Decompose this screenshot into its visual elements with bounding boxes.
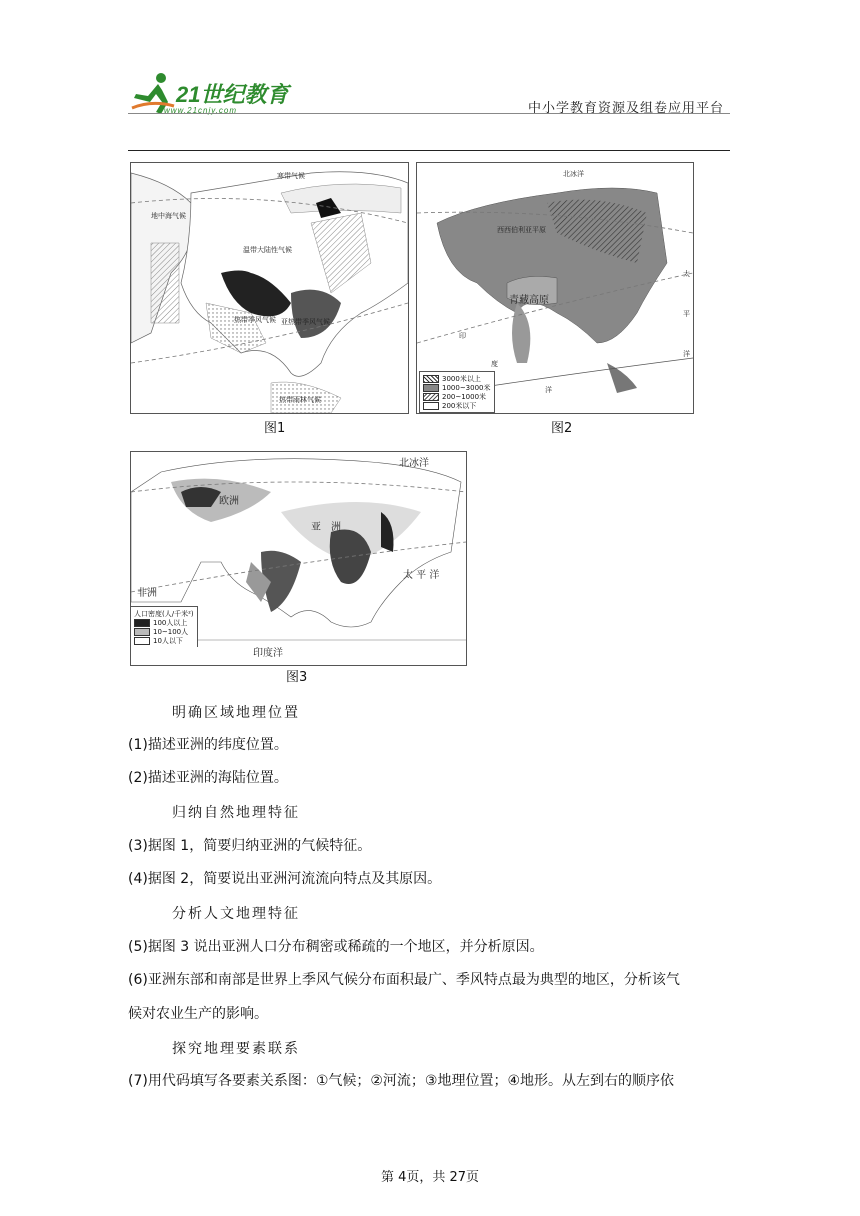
figure-2-caption: 图2: [551, 421, 573, 436]
question-6-line-2: 候对农业生产的影响。: [128, 1006, 268, 1022]
legend-3000: 3000米以上: [442, 374, 481, 383]
question-4: (4)据图 2，简要说出亚洲河流流向特点及其原因。: [128, 871, 442, 887]
platform-title: 中小学教育资源及组卷应用平台: [527, 101, 724, 116]
label-tibetan-plateau: 青藏高原: [509, 295, 549, 306]
header-divider: [128, 113, 730, 114]
label-europe: 欧洲: [219, 496, 239, 507]
logo: [128, 70, 298, 118]
label-pacific-ocean: 太 平 洋: [403, 570, 440, 581]
label-pacific-3: 洋: [683, 350, 690, 358]
label-cold: 寒带气候: [277, 172, 305, 180]
question-1: (1)描述亚洲的纬度位置。: [128, 737, 288, 753]
figure-1-caption: 图1: [264, 421, 286, 436]
label-pacific-1: 太: [683, 270, 690, 278]
section-heading: 探究地理要素联系: [172, 1041, 300, 1057]
label-arctic-ocean-3: 北冰洋: [399, 458, 429, 469]
climate-map-graphic: [131, 163, 408, 413]
figure-2-terrain-map: [416, 162, 694, 414]
question-7: (7)用代码填写各要素关系图：①气候；②河流；③地理位置；④地形。从左到右的顺序依: [128, 1073, 675, 1089]
legend-200: 200米以下: [442, 401, 477, 410]
header-rule: [128, 150, 730, 151]
section-heading: 分析人文地理特征: [172, 906, 300, 922]
population-legend: [131, 606, 198, 647]
logo-url: www.21cnjy.com: [164, 106, 237, 115]
label-arctic-ocean: 北冰洋: [563, 170, 584, 178]
label-temperate-continental: 温带大陆性气候: [243, 246, 292, 254]
figure-1-climate-map: [130, 162, 409, 414]
question-5: (5)据图 3 说出亚洲人口分布稠密或稀疏的一个地区，并分析原因。: [128, 939, 544, 955]
label-indian-3: 洋: [545, 386, 552, 394]
question-3: (3)据图 1，简要归纳亚洲的气候特征。: [128, 838, 372, 854]
label-indian-ocean: 印度洋: [253, 648, 283, 659]
label-indian-2: 度: [491, 360, 498, 368]
terrain-legend: [419, 371, 495, 413]
label-rainforest: 热带雨林气候: [279, 396, 321, 404]
figure-3-population-map: [130, 451, 467, 666]
label-west-siberia: 西西伯利亚平原: [497, 226, 546, 234]
legend-200-1000: 200~1000米: [442, 392, 487, 401]
section-heading: 明确区域地理位置: [172, 705, 300, 721]
logo-text: 21世纪教育: [176, 82, 289, 107]
label-mediterranean: 地中海气候: [151, 212, 186, 220]
legend-10-100: 10~100人: [153, 627, 189, 636]
question-6-line-1: (6)亚洲东部和南部是世界上季风气候分布面积最广、季风特点最为典型的地区，分析该气: [128, 972, 680, 988]
legend-1000-3000: 1000~3000米: [442, 383, 491, 392]
legend-title: 人口密度(人/千米²): [134, 609, 194, 618]
label-pacific-2: 平: [683, 310, 690, 318]
label-asia: 亚 洲: [311, 522, 341, 533]
label-indian-1: 印: [459, 332, 466, 340]
label-tropical-monsoon: 热带季风气候: [234, 316, 276, 324]
question-2: (2)描述亚洲的海陆位置。: [128, 770, 288, 786]
legend-100-plus: 100人以上: [153, 618, 188, 627]
label-subtropical-monsoon: 亚热带季风气候: [281, 318, 330, 326]
label-africa: 非洲: [137, 588, 157, 599]
page-header: [128, 70, 730, 154]
page-footer: 第 4页，共 27页: [380, 1170, 480, 1185]
section-heading: 归纳自然地理特征: [172, 805, 300, 821]
figure-3-caption: 图3: [286, 670, 308, 685]
legend-below-10: 10人以下: [153, 636, 183, 645]
